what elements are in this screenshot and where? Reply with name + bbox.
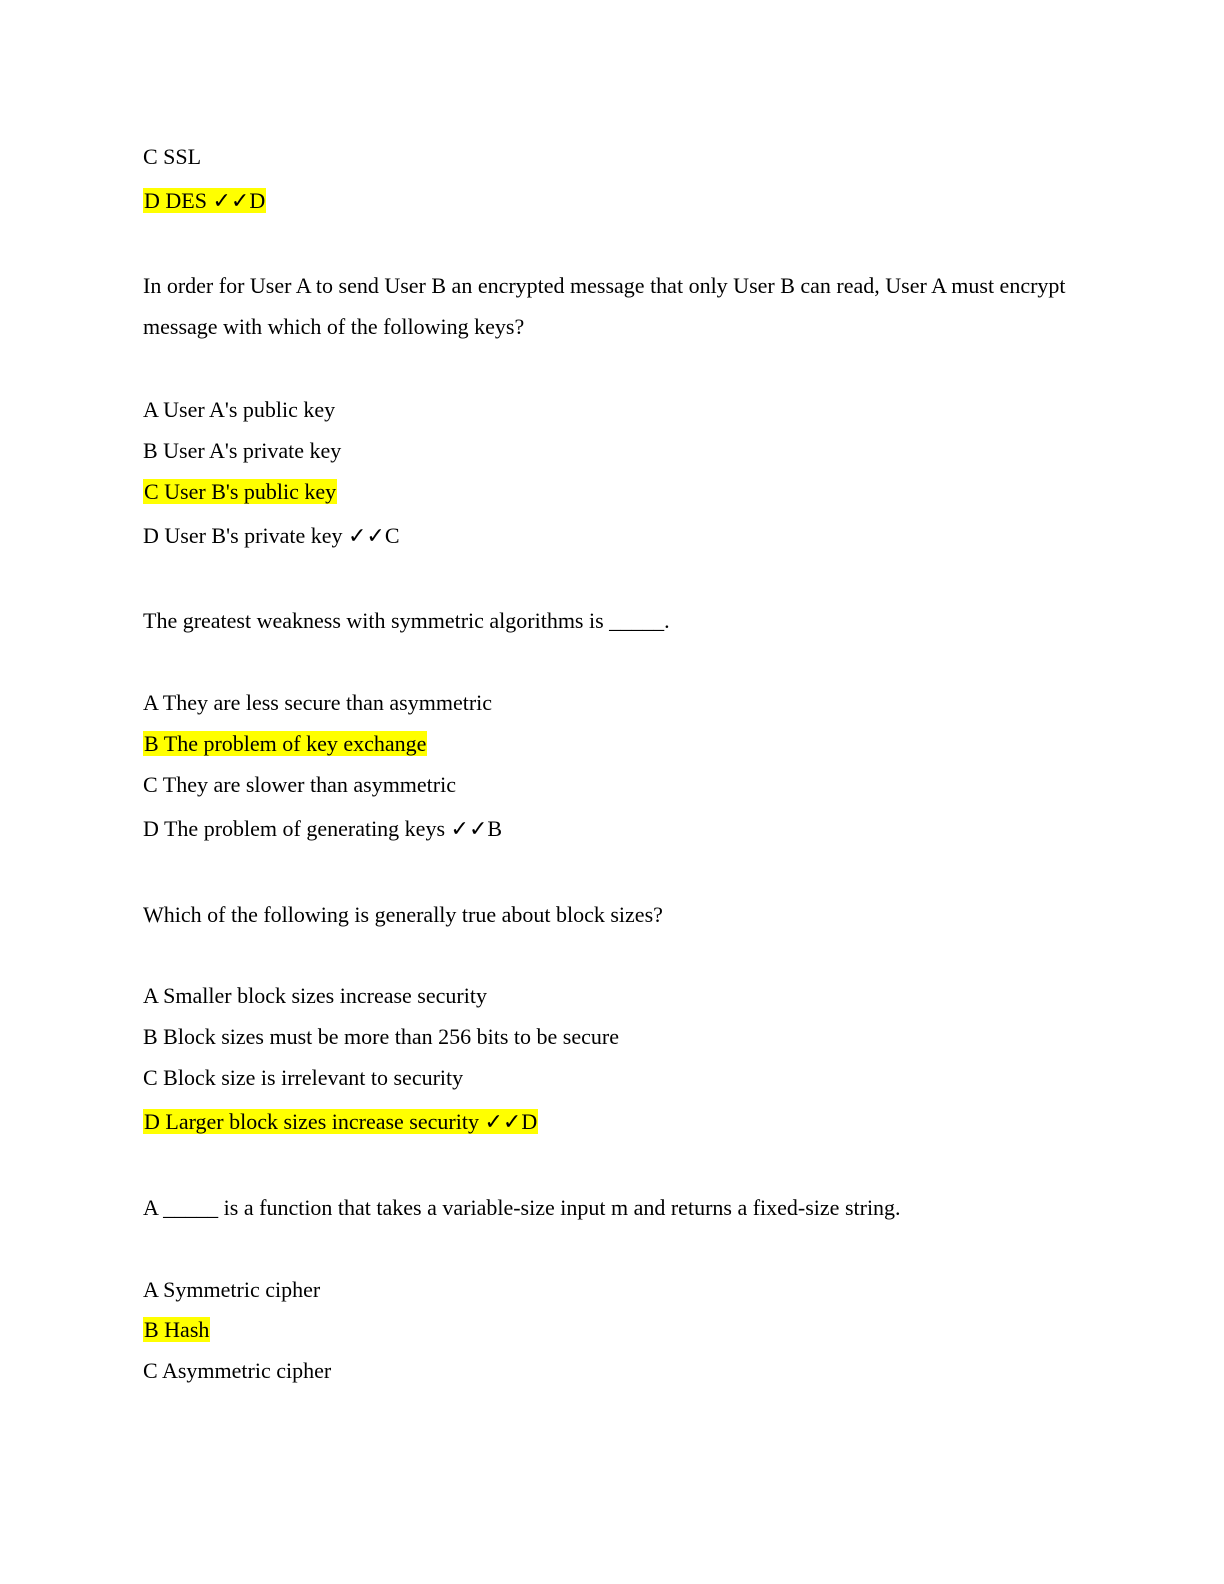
answer-option: A They are less secure than asymmetric	[143, 690, 493, 715]
answer-option: D The problem of generating keys ✓✓B	[143, 816, 503, 841]
answer-option: C SSL	[143, 144, 202, 169]
answer-option: A Symmetric cipher	[143, 1277, 321, 1302]
correct-answer-option: D DES ✓✓D	[144, 188, 266, 213]
answer-option: A User A's public key	[143, 397, 336, 422]
answer-option: C They are slower than asymmetric	[143, 772, 456, 797]
answer-option: C Block size is irrelevant to security	[143, 1065, 464, 1090]
question-text: In order for User A to send User B an encrypted message that only User B can read, User A must encrypt message with which of the following keys?	[143, 273, 1066, 339]
correct-answer-option: C User B's public key	[144, 479, 337, 504]
correct-answer-option: D Larger block sizes increase security ✓✓D	[144, 1109, 538, 1134]
question-text: A _____ is a function that takes a variable-size input m and returns a fixed-size string.	[143, 1195, 901, 1220]
correct-answer-option: B The problem of key exchange	[144, 731, 427, 756]
answer-option: A Smaller block sizes increase security	[143, 983, 487, 1008]
answer-option: B Block sizes must be more than 256 bits to be secure	[143, 1024, 619, 1049]
correct-answer-option: B Hash	[144, 1317, 210, 1342]
question-text: Which of the following is generally true about block sizes?	[143, 902, 663, 927]
answer-option: D User B's private key ✓✓C	[143, 523, 400, 548]
question-text: The greatest weakness with symmetric algorithms is _____.	[143, 608, 670, 633]
answer-option: C Asymmetric cipher	[143, 1358, 332, 1383]
answer-option: B User A's private key	[143, 438, 342, 463]
